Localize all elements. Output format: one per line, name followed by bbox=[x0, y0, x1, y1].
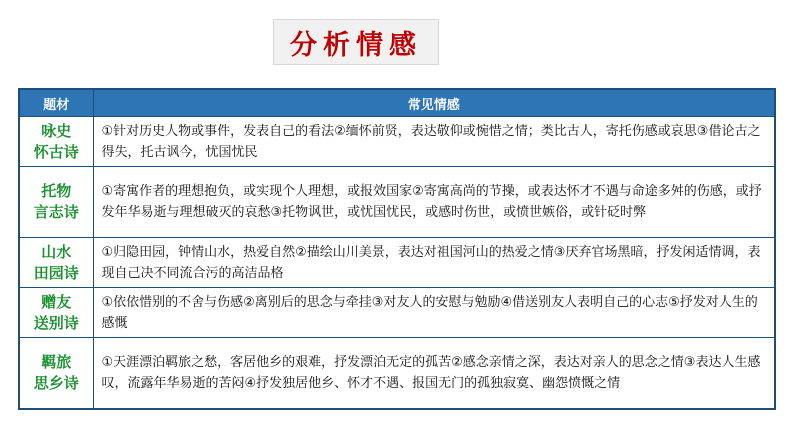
table-row bbox=[19, 288, 775, 338]
header-emotion: 常见情感 bbox=[93, 89, 775, 117]
row-content: ①寄寓作者的理想抱负，或实现个人理想，或报效国家②寄寓高尚的节操，或表达怀才不遇与命途多舛的伤感，或抒发年华易逝与理想破灭的哀愁③托物讽世，或忧国忧民，或感时伤世，或愤世嫉俗，或针砭时弊 bbox=[93, 167, 775, 238]
row-content: ①依依惜别的不舍与伤感②离别后的思念与牵挂③对友人的安慰与勉励④借送别友人表明自己的心志⑤抒发对人生的感慨 bbox=[93, 288, 775, 338]
table-header-row bbox=[19, 89, 775, 117]
table-row bbox=[19, 117, 775, 167]
table-row bbox=[19, 167, 775, 238]
row-subject bbox=[19, 238, 93, 288]
row-subject bbox=[19, 167, 93, 238]
subject-text: 山水 田园诗 bbox=[33, 242, 79, 282]
table-row bbox=[19, 238, 775, 288]
row-subject bbox=[19, 117, 93, 167]
row-subject bbox=[19, 338, 93, 409]
row-subject bbox=[19, 288, 93, 338]
row-content: ①天涯漂泊羁旅之愁，客居他乡的艰难，抒发漂泊无定的孤苦②感念亲情之深，表达对亲人的思念之情③表达人生感叹，流露年华易逝的苦闷④抒发独居他乡、怀才不遇、报国无门的孤独寂寞、幽怨愤慨之情 bbox=[93, 338, 775, 409]
emotion-table bbox=[18, 88, 776, 410]
row-content: ①归隐田园，钟情山水，热爱自然②描绘山川美景，表达对祖国河山的热爱之情③厌弃官场黑暗，抒发闲适情调，表现自己决不同流合污的高洁品格 bbox=[93, 238, 775, 288]
subject-text: 咏史 怀古诗 bbox=[33, 121, 79, 161]
row-content: ①针对历史人物或事件，发表自己的看法②缅怀前贤，表达敬仰或惋惜之情；类比古人，寄托伤感或哀思③借论古之得失，托古讽今，忧国忧民 bbox=[93, 117, 775, 167]
subject-text: 托物 言志诗 bbox=[33, 182, 79, 221]
table-row bbox=[19, 338, 775, 409]
header-subject: 题材 bbox=[19, 89, 93, 117]
subject-text: 赠友 送别诗 bbox=[33, 292, 79, 332]
subject-text: 羁旅 思乡诗 bbox=[33, 352, 79, 392]
page-title: 分析情感 bbox=[273, 19, 439, 65]
